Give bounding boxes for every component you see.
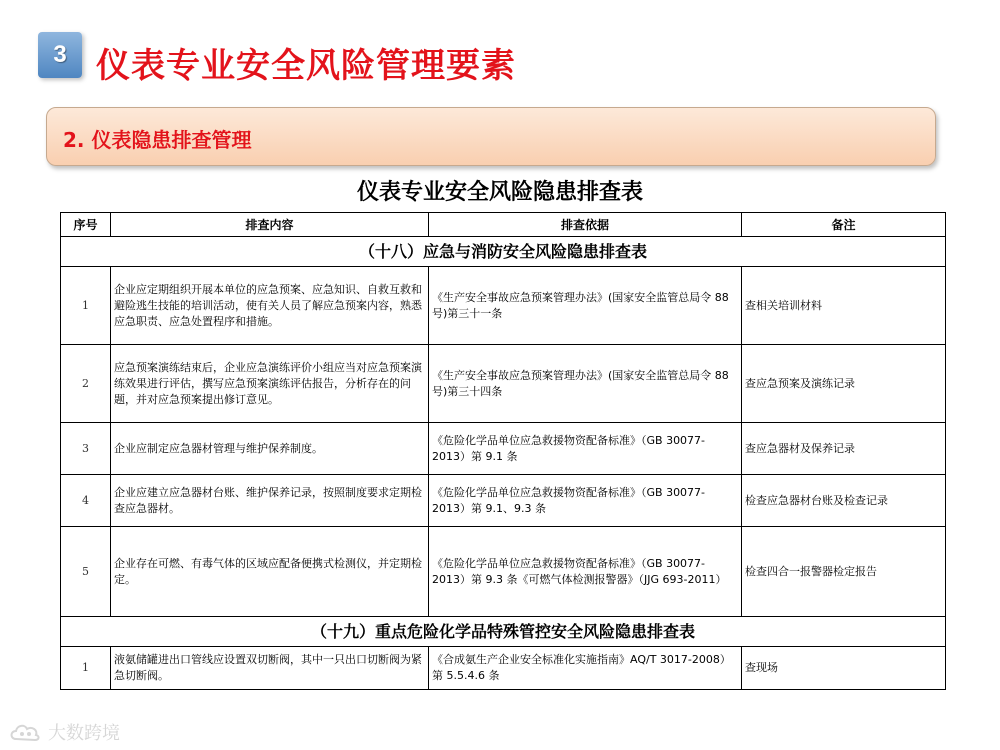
row-index: 1 [61, 647, 111, 690]
section-label: 2. 仪表隐患排查管理 [63, 128, 252, 152]
col-header-index: 序号 [61, 213, 111, 237]
row-basis: 《危险化学品单位应急救援物资配备标准》（GB 30077-2013）第 9.1、9.3 条 [429, 475, 742, 527]
row-content: 液氨储罐进出口管线应设置双切断阀，其中一只出口切断阀为紧急切断阀。 [111, 647, 429, 690]
row-index: 5 [61, 527, 111, 617]
row-basis: 《危险化学品单位应急救援物资配备标准》（GB 30077-2013）第 9.3 条《可燃气体检测报警器》（JJG 693-2011） [429, 527, 742, 617]
row-content: 企业应制定应急器材管理与维护保养制度。 [111, 423, 429, 475]
row-note: 检查四合一报警器检定报告 [742, 527, 946, 617]
group-title: （十九）重点危险化学品特殊管控安全风险隐患排查表 [61, 617, 946, 647]
row-content: 应急预案演练结束后，企业应急演练评价小组应当对应急预案演练效果进行评估，撰写应急预案演练评估报告，分析存在的问题，并对应急预案提出修订意见。 [111, 345, 429, 423]
col-header-basis: 排查依据 [429, 213, 742, 237]
table-title: 仪表专业安全风险隐患排查表 [356, 180, 643, 205]
table-row [61, 647, 946, 690]
group-title-row [61, 237, 946, 267]
col-header-note: 备注 [742, 213, 946, 237]
row-content: 企业应定期组织开展本单位的应急预案、应急知识、自救互救和避险逃生技能的培训活动，使有关人员了解应急预案内容，熟悉应急职责、应急处置程序和措施。 [111, 267, 429, 345]
row-note: 检查应急器材台账及检查记录 [742, 475, 946, 527]
row-note: 查现场 [742, 647, 946, 690]
row-basis: 《生产安全事故应急预案管理办法》(国家安全监管总局令 88 号)第三十四条 [429, 345, 742, 423]
badge-number: 3 [53, 41, 67, 68]
table-row [61, 345, 946, 423]
row-content: 企业存在可燃、有毒气体的区域应配备便携式检测仪，并定期检定。 [111, 527, 429, 617]
row-index: 4 [61, 475, 111, 527]
watermark-text: 大数跨境 [48, 723, 120, 744]
table-row [61, 475, 946, 527]
group-title-row [61, 617, 946, 647]
row-note: 查应急预案及演练记录 [742, 345, 946, 423]
row-basis: 《危险化学品单位应急救援物资配备标准》（GB 30077-2013）第 9.1 条 [429, 423, 742, 475]
table-row [61, 267, 946, 345]
section-number-badge [38, 32, 82, 78]
group-title: （十八）应急与消防安全风险隐患排查表 [61, 237, 946, 267]
table-header-row [61, 213, 946, 237]
cloud-logo-icon [8, 721, 44, 743]
page-title: 仪表专业安全风险管理要素 [96, 46, 516, 86]
table-row [61, 527, 946, 617]
row-basis: 《生产安全事故应急预案管理办法》(国家安全监管总局令 88 号)第三十一条 [429, 267, 742, 345]
row-index: 2 [61, 345, 111, 423]
row-index: 1 [61, 267, 111, 345]
watermark [8, 719, 120, 745]
row-index: 3 [61, 423, 111, 475]
row-note: 查相关培训材料 [742, 267, 946, 345]
col-header-content: 排查内容 [111, 213, 429, 237]
row-note: 查应急器材及保养记录 [742, 423, 946, 475]
row-content: 企业应建立应急器材台账、维护保养记录，按照制度要求定期检查应急器材。 [111, 475, 429, 527]
inspection-table [60, 212, 946, 690]
table-row [61, 423, 946, 475]
row-basis: 《合成氨生产企业安全标准化实施指南》AQ/T 3017-2008）第 5.5.4.6 条 [429, 647, 742, 690]
section-header-box [46, 107, 936, 166]
